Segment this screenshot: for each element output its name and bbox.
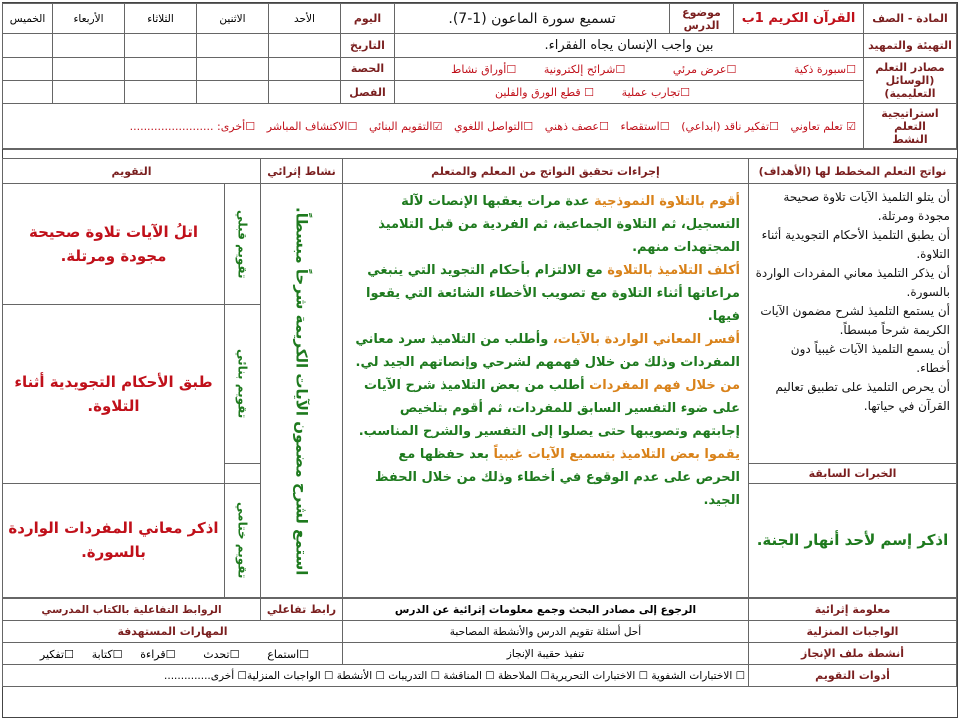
skills-label: المهارات المستهدفة [3, 621, 343, 643]
activity-text: استمع لشرح مضمون الآيات الكريمة شرحاً مبسطاً. [292, 206, 311, 575]
tools-label: أدوات التقويم [749, 665, 957, 687]
activity-header: نشاط إثرائي [261, 159, 343, 184]
class-cell-3[interactable] [125, 80, 197, 103]
class-cell-4[interactable] [53, 80, 125, 103]
date-label: التاريخ [341, 34, 395, 57]
activity-cell [261, 184, 343, 598]
procedure-lead: يقموا بعض التلاميذ بتسميع الآيات غيبياً [493, 447, 740, 463]
eval-type-pre-text: تقويم قبلي [235, 209, 250, 279]
strategy-label [864, 104, 957, 149]
goal-item: أن يستمع التلميذ لشرح مضمون الآيات الكريمة شرحاً مبسطاً. [760, 304, 950, 338]
strategy-communication[interactable]: ☐التواصل اللغوي [453, 120, 534, 134]
homework-label: الواجبات المنزلية [749, 621, 957, 643]
day-tuesday: الثلاثاء [125, 4, 197, 34]
procedure-step-5 [351, 443, 740, 512]
lesson-footer-table [2, 598, 957, 687]
resources-row-2 [395, 80, 864, 103]
eval-type-final-text: تقويم ختامي [235, 502, 250, 579]
procedure-step-4 [351, 374, 740, 443]
goal-item: أن يسمع التلميذ الآيات غيبياً دون أخطاء. [790, 342, 950, 376]
procedures-header: إجراءات تحقيق النواتج من المعلم والمتعلم [343, 159, 749, 184]
intro-value: بين واجب الإنسان يجاه الفقراء. [395, 34, 864, 57]
procedure-lead: من خلال فهم المفردات [589, 378, 740, 394]
strategy-formative[interactable]: ☑التقويم البنائي [368, 120, 443, 134]
strategy-options [3, 104, 864, 149]
tools-value: ☐ الاختبارات الشفوية ☐ الاختبارات التحريرية☐ الملاحظة ☐ المناقشة ☐ التدريبات ☐ الأنشطة ☐ الواجبات المنزلية☐ أخرى.............. [3, 665, 749, 687]
day-wednesday: الأربعاء [53, 4, 125, 34]
date-cell-5[interactable] [3, 34, 53, 57]
subject-label: المادة - الصف [864, 4, 957, 34]
eval-type-final [225, 483, 261, 597]
strategy-label-line2: النشط [892, 132, 928, 146]
info-label: معلومة إثرائية [749, 599, 957, 621]
skill-reading[interactable]: ☐قراءة [140, 647, 176, 661]
goal-item: أن يتلو التلميذ الآيات تلاوة صحيحة مجودة ومرتلة. [783, 190, 950, 224]
link-value[interactable]: الروابط التفاعلية بالكتاب المدرسي [3, 599, 261, 621]
procedure-lead: أقوم بالتلاوة النموذجية [593, 194, 740, 210]
resource-experiments[interactable]: ☐تجارب عملية [621, 86, 690, 100]
date-cell-3[interactable] [125, 34, 197, 57]
prior-text: اذكر إسم لأحد أنهار الجنة. [749, 483, 957, 597]
lesson-topic-value: تسميع سورة الماعون (1-7). [395, 4, 670, 34]
strategy-other[interactable]: ☐أخرى: ........................ [129, 120, 256, 134]
procedure-lead: أكلف التلاميذ بالتلاوة [607, 263, 740, 279]
procedures-cell [343, 184, 749, 598]
skill-thinking[interactable]: ☐تفكير [39, 647, 74, 661]
procedure-text: مع الالتزام بأحكام التجويد التي ينبغي مراعاتها أثناء التلاوة مع تصويب الأخطاء الشائعة التي يقعوا فيها. [366, 263, 740, 325]
skill-listening[interactable]: ☐استماع [267, 647, 309, 661]
procedure-step-2 [351, 259, 740, 328]
date-cell-4[interactable] [53, 34, 125, 57]
eval-type-pre [225, 184, 261, 304]
strategy-inquiry[interactable]: ☐استقصاء [620, 120, 670, 134]
link-label: رابط تفاعلي [261, 599, 343, 621]
subject-value: القرآن الكريم 1ب [734, 4, 864, 34]
resources-label-line2: (الوسائل التعليمية) [884, 73, 936, 100]
homework-value: أحل أسئلة تقويم الدرس والأنشطة المصاحبة [343, 621, 749, 643]
prior-label: الخبرات السابقة [749, 463, 957, 483]
goal-item: أن يحرص التلميذ على تطبيق تعاليم القرآن في حياتها. [775, 380, 950, 414]
resource-worksheets[interactable]: ☐أوراق نشاط [451, 62, 517, 76]
procedure-lead: أفسر المعاني الواردة بالآيات، [552, 332, 740, 348]
procedure-text: أطلب من بعض التلاميذ شرح الآيات على ضوء التفسير السابق للمفردات، ثم أقوم بتلخيص إجابتهم وتصويبها حتى يصلوا إلى التفسير والشرح المناسب. [358, 378, 740, 440]
period-cell-1[interactable] [269, 57, 341, 80]
resources-label-line1: مصادر التعلم [875, 60, 945, 74]
class-cell-2[interactable] [197, 80, 269, 103]
class-cell-5[interactable] [3, 80, 53, 103]
lesson-header-table [2, 3, 957, 149]
day-label: اليوم [341, 4, 395, 34]
goal-item: أن يطبق التلميذ الأحكام التجويدية أثناء التلاوة. [761, 228, 950, 262]
strategy-label-line1: استراتيجية التعلم [881, 106, 939, 133]
lesson-body-table [2, 158, 957, 598]
goals-header: نواتج التعلم المخطط لها (الأهداف) [749, 159, 957, 184]
procedure-text: بعد حفظها مع الحرص على عدم الوقوع في أخطاء وذلك من خلال الحفظ الجيد. [375, 447, 740, 509]
procedure-text: وأطلب من التلاميذ سرد معاني المفردات وذلك من خلال فهمهم لشرحي وإنصاتهم الجيد لي. [355, 332, 740, 371]
period-cell-2[interactable] [197, 57, 269, 80]
portfolio-label: أنشطة ملف الإنجاز [749, 643, 957, 665]
strategy-discovery[interactable]: ☐الاكتشاف المباشر [266, 120, 358, 134]
resources-label [864, 57, 957, 104]
period-label: الحصة [341, 57, 395, 80]
class-label: الفصل [341, 80, 395, 103]
resources-row-1 [395, 57, 864, 80]
day-thursday: الخميس [3, 4, 53, 34]
eval-formative-text: طبق الأحكام التجويدية أثناء التلاوة. [3, 304, 225, 483]
resource-slides[interactable]: ☐شرائح إلكترونية [543, 62, 626, 76]
class-cell-1[interactable] [269, 80, 341, 103]
skill-speaking[interactable]: ☐تحدث [203, 647, 240, 661]
day-monday: الاثنين [197, 4, 269, 34]
strategy-brainstorm[interactable]: ☐عصف ذهني [544, 120, 609, 134]
period-cell-3[interactable] [125, 57, 197, 80]
procedure-step-1 [351, 190, 740, 259]
date-cell-1[interactable] [269, 34, 341, 57]
strategy-critical-thinking[interactable]: ☐تفكير ناقد (ابداعي) [681, 120, 779, 134]
period-cell-4[interactable] [53, 57, 125, 80]
info-value: الرجوع إلى مصادر البحث وجمع معلومات إثرائية عن الدرس [343, 599, 749, 621]
skill-writing[interactable]: ☐كتابة [91, 647, 123, 661]
goals-list [749, 184, 957, 463]
date-cell-2[interactable] [197, 34, 269, 57]
intro-label: التهيئة والتمهيد [864, 34, 957, 57]
period-cell-5[interactable] [3, 57, 53, 80]
procedure-text: عدة مرات يعقبها الإنصات لآلة التسجيل، ثم التلاوة الجماعية، ثم الفردية من قبل التلاميذ المجتهدات منهم. [378, 194, 740, 256]
day-sunday: الأحد [269, 4, 341, 34]
eval-type-formative [225, 304, 261, 463]
eval-pre-text: اتلُ الآيات تلاوة صحيحة مجودة ومرتلة. [3, 184, 225, 304]
goal-item: أن يذكر التلميذ معاني المفردات الواردة بالسورة. [755, 266, 950, 300]
resource-smartboard[interactable]: ☐سبورة ذكية [793, 62, 856, 76]
procedure-step-3 [351, 328, 740, 374]
eval-type-formative-text: تقويم بنائي [235, 348, 250, 419]
skills-options [3, 643, 343, 665]
lesson-topic-label: موضوع الدرس [670, 4, 734, 34]
evaluation-header: التقويم [3, 159, 261, 184]
eval-final-text: اذكر معاني المفردات الواردة بالسورة. [3, 483, 225, 597]
portfolio-value: تنفيذ حقيبة الإنجاز [343, 643, 749, 665]
resource-paper-foam[interactable]: ☐ قطع الورق والفلين [494, 86, 595, 100]
resource-video[interactable]: ☐عرض مرئي [672, 62, 737, 76]
lesson-plan-page [2, 2, 958, 718]
strategy-cooperative[interactable]: ☑ تعلم تعاوني [790, 120, 856, 134]
